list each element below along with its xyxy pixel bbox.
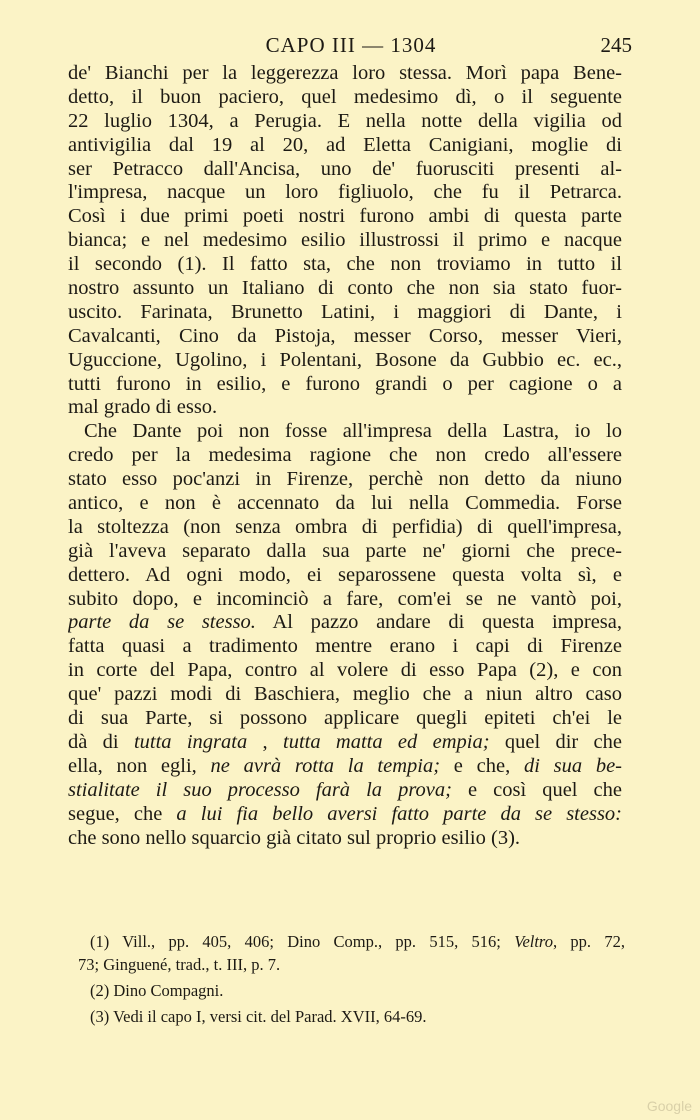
text-run: dà di [68, 730, 134, 753]
page-number: 245 [600, 33, 632, 57]
body-line [68, 588, 622, 612]
body-line [68, 540, 622, 564]
body-line [68, 396, 622, 420]
body-line [68, 827, 622, 851]
body-line [68, 683, 622, 707]
footnotes [78, 930, 625, 1028]
footnote-line [90, 930, 625, 953]
text-run: bianca; e nel medesimo esilio illustrossi il primo e nacque [68, 229, 622, 252]
text-run: que' pazzi modi di Baschiera, meglio che a niun altro caso [68, 683, 622, 706]
italic-text: a lui fia bello aversi fatto parte da se stesso: [176, 802, 622, 825]
body-text [68, 62, 622, 850]
text-run: fatta quasi a tradimento mentre erano i capi di Firenze [68, 635, 622, 658]
body-line [68, 444, 622, 468]
text-run: (3) Vedi il capo I, versi cit. del Parad. XVII, 64-69. [90, 1007, 427, 1026]
text-run: tutti furono in esilio, e furono grandi o per cagione o a [68, 372, 622, 395]
text-run: Uguccione, Ugolino, i Polentani, Bosone da Gubbio ec. ec., [68, 348, 622, 371]
italic-text: tutta ingrata [133, 730, 248, 753]
text-run: stato esso poc'anzi in Firenze, perchè non detto da niuno [68, 468, 622, 491]
italic-text: di sua be- [523, 754, 622, 777]
text-run: , pp. 72, [553, 932, 625, 951]
body-line [68, 301, 622, 325]
body-line [68, 779, 622, 803]
body-line [68, 229, 622, 253]
body-line [68, 205, 622, 229]
body-line [68, 468, 622, 492]
text-run: Così i due primi poeti nostri furono ambi di questa parte [68, 205, 622, 228]
body-line [68, 611, 622, 635]
text-run: 22 luglio 1304, a Perugia. E nella notte della vigilia od [68, 109, 622, 132]
text-run: già l'aveva separato dalla sua parte ne' giorni che prece- [68, 539, 622, 562]
text-run: e così quel che [451, 778, 622, 801]
text-run: di sua Parte, si possono applicare quegli epiteti ch'ei le [68, 707, 622, 730]
text-run: Al pazzo andare di questa impresa, [255, 611, 622, 634]
text-run: detto, il buon paciero, quel medesimo dì, o il seguente [68, 85, 622, 108]
text-run: segue, che [68, 802, 177, 825]
text-run: nostro assunto un Italiano di conto che non sia stato fuor- [68, 277, 622, 300]
text-run: credo per la medesima ragione che non credo all'essere [68, 444, 622, 467]
text-run: (1) Vill., pp. 405, 406; Dino Comp., pp. 515, 516; [90, 932, 515, 951]
body-line [68, 277, 622, 301]
footnote-line [90, 1005, 625, 1028]
running-header [70, 33, 632, 63]
italic-text: Veltro [514, 932, 553, 951]
body-line [68, 731, 622, 755]
text-run: Cavalcanti, Cino da Pistoja, messer Corso, messer Vieri, [68, 324, 622, 347]
body-line [68, 516, 622, 540]
text-run: antico, e non è accennato da lui nella Commedia. Forse [68, 492, 622, 515]
watermark: Google [646, 1098, 692, 1114]
body-line [68, 349, 622, 373]
chapter-heading: CAPO III — 1304 [265, 33, 437, 57]
body-line [68, 564, 622, 588]
body-line [68, 158, 622, 182]
body-line [68, 635, 622, 659]
body-line [68, 181, 622, 205]
body-line [68, 110, 622, 134]
body-line [68, 253, 622, 277]
text-run: dettero. Ad ogni modo, ei separossene questa volta sì, e [68, 563, 622, 586]
text-run: mal grado di esso. [68, 396, 218, 419]
text-run: ella, non egli, [68, 754, 211, 777]
text-run: subito dopo, e incominciò a fare, com'ei se ne vantò poi, [68, 587, 622, 610]
body-line [68, 86, 622, 110]
body-line [68, 420, 622, 444]
text-run: e che, [440, 754, 524, 777]
text-run: antivigilia dal 19 al 20, ad Eletta Canigiani, moglie di [68, 133, 622, 156]
body-line [68, 325, 622, 349]
text-run: ser Petracco dall'Ancisa, uno de' fuorusciti presenti al- [68, 157, 622, 180]
italic-text: parte da se stesso. [68, 611, 256, 634]
text-run: de' Bianchi per la leggerezza loro stessa. Morì papa Bene- [68, 62, 622, 84]
italic-text: tutta matta ed empia; [283, 730, 490, 753]
footnote-line [90, 979, 625, 1002]
text-run: uscito. Farinata, Brunetto Latini, i maggiori di Dante, i [68, 300, 622, 323]
text-run: che sono nello squarcio già citato sul proprio esilio (3). [68, 826, 521, 849]
body-line [68, 659, 622, 683]
text-run: l'impresa, nacque un loro figliuolo, che fu il Petrarca. [68, 181, 622, 204]
body-line [68, 803, 622, 827]
body-line [68, 134, 622, 158]
italic-text: stialitate il suo processo farà la prova; [68, 778, 452, 801]
text-run: 73; Ginguené, trad., t. III, p. 7. [78, 955, 281, 974]
text-run: la stoltezza (non senza ombra di perfidia) di quell'impresa, [68, 515, 622, 538]
text-run: il secondo (1). Il fatto sta, che non troviamo in tutto il [68, 253, 622, 276]
footnote-line [78, 953, 625, 976]
body-line [68, 755, 622, 779]
text-run: Che Dante poi non fosse all'impresa della Lastra, io lo [84, 420, 622, 443]
italic-text: ne avrà rotta la tempia; [210, 754, 441, 777]
body-line [68, 62, 622, 86]
body-line [68, 707, 622, 731]
text-run: quel dir che [489, 730, 622, 753]
body-line [68, 492, 622, 516]
text-run: (2) Dino Compagni. [90, 981, 224, 1000]
text-run: in corte del Papa, contro al volere di esso Papa (2), e con [68, 659, 622, 682]
text-run: , [247, 730, 283, 753]
body-line [68, 373, 622, 397]
